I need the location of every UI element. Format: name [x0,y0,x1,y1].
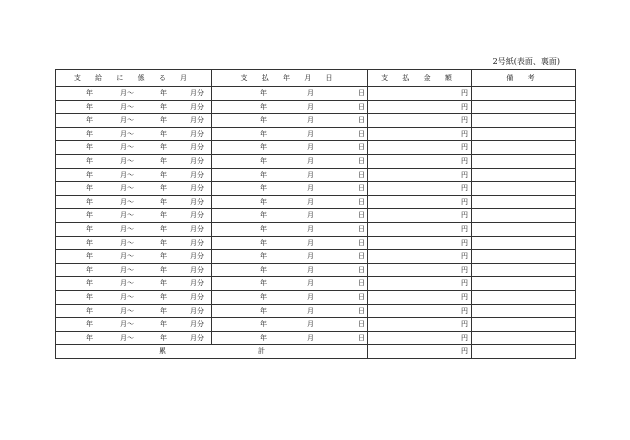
table-row [56,127,576,141]
period-month-from: 月〜 [120,102,134,111]
table-row [56,290,576,304]
date-day: 日 [358,102,365,111]
amount-cell[interactable] [368,290,472,304]
amount-yen-label: 円 [461,320,468,329]
period-year-to: 年 [160,211,167,220]
total-label-left: 累 [159,347,166,356]
header-remarks: 備 考 [472,70,576,87]
amount-yen-label: 円 [461,211,468,220]
date-day: 日 [358,89,365,97]
payment-date-cell[interactable] [212,182,368,196]
table-row [56,209,576,223]
amount-cell[interactable] [368,141,472,155]
amount-cell[interactable] [368,277,472,291]
period-cell[interactable] [56,141,212,155]
period-year-from: 年 [86,102,93,111]
date-month: 月 [307,306,314,315]
period-year-from: 年 [86,170,93,179]
remarks-cell[interactable] [472,250,576,264]
payment-date-cell[interactable] [212,114,368,128]
period-year-from: 年 [86,116,93,125]
remarks-cell[interactable] [472,87,576,101]
table-row [56,87,576,101]
period-year-to: 年 [160,279,167,288]
period-year-to: 年 [160,306,167,315]
period-month-from: 月〜 [120,129,134,138]
remarks-cell[interactable] [472,277,576,291]
date-month: 月 [307,279,314,288]
payment-date-cell[interactable] [212,304,368,318]
table-row [56,141,576,155]
amount-yen-label: 円 [461,129,468,138]
amount-cell[interactable] [368,195,472,209]
period-month-from: 月〜 [120,89,134,97]
period-year-from: 年 [86,143,93,152]
period-cell[interactable] [56,277,212,291]
amount-cell[interactable] [368,100,472,114]
period-month-from: 月〜 [120,238,134,247]
date-day: 日 [358,279,365,288]
remarks-cell[interactable] [472,141,576,155]
period-month-to: 月分 [190,156,204,165]
period-cell[interactable] [56,290,212,304]
period-year-from: 年 [86,129,93,138]
amount-cell[interactable] [368,127,472,141]
period-year-to: 年 [160,224,167,233]
total-amount-cell[interactable] [368,345,472,359]
period-year-to: 年 [160,320,167,329]
period-month-from: 月〜 [120,252,134,261]
period-year-from: 年 [86,197,93,206]
table-row [56,263,576,277]
payment-date-cell[interactable] [212,100,368,114]
table-row [56,222,576,236]
period-cell[interactable] [56,263,212,277]
amount-cell[interactable] [368,168,472,182]
period-month-from: 月〜 [120,211,134,220]
period-year-to: 年 [160,116,167,125]
period-month-to: 月分 [190,252,204,261]
date-day: 日 [358,333,365,342]
date-year: 年 [260,184,267,193]
remarks-cell[interactable] [472,263,576,277]
date-day: 日 [358,320,365,329]
period-month-to: 月分 [190,143,204,152]
date-month: 月 [307,129,314,138]
date-year: 年 [260,252,267,261]
date-day: 日 [358,252,365,261]
amount-yen-label: 円 [461,116,468,125]
header-amount: 支 払 金 額 [368,70,472,87]
date-year: 年 [260,129,267,138]
date-month: 月 [307,89,314,97]
remarks-cell[interactable] [472,182,576,196]
amount-yen-label: 円 [461,279,468,288]
period-month-from: 月〜 [120,320,134,329]
table-row [56,236,576,250]
remarks-cell[interactable] [472,195,576,209]
remarks-cell[interactable] [472,100,576,114]
amount-yen-label: 円 [461,238,468,247]
period-year-to: 年 [160,252,167,261]
payment-date-cell[interactable] [212,318,368,332]
amount-yen-label: 円 [461,102,468,111]
period-cell[interactable] [56,318,212,332]
period-cell[interactable] [56,127,212,141]
table-row [56,182,576,196]
payment-date-cell[interactable] [212,209,368,223]
amount-yen-label: 円 [461,224,468,233]
period-cell[interactable] [56,168,212,182]
period-month-from: 月〜 [120,333,134,342]
amount-yen-label: 円 [461,197,468,206]
payment-date-cell[interactable] [212,263,368,277]
amount-yen-label: 円 [461,265,468,274]
date-year: 年 [260,102,267,111]
period-year-from: 年 [86,184,93,193]
date-year: 年 [260,306,267,315]
payment-date-cell[interactable] [212,236,368,250]
period-year-to: 年 [160,184,167,193]
date-day: 日 [358,184,365,193]
date-year: 年 [260,156,267,165]
payment-date-cell[interactable] [212,277,368,291]
period-year-from: 年 [86,306,93,315]
payment-date-cell[interactable] [212,87,368,101]
period-month-from: 月〜 [120,279,134,288]
period-cell[interactable] [56,87,212,101]
period-year-to: 年 [160,129,167,138]
form-caption: 2号紙(表面、裏面) [492,57,560,66]
period-year-from: 年 [86,292,93,301]
table-row [56,168,576,182]
date-year: 年 [260,89,267,97]
amount-yen-label: 円 [461,184,468,193]
date-day: 日 [358,238,365,247]
period-month-from: 月〜 [120,184,134,193]
period-year-to: 年 [160,89,167,97]
period-year-from: 年 [86,320,93,329]
payment-date-cell[interactable] [212,168,368,182]
remarks-cell[interactable] [472,168,576,182]
header-period: 支 給 に 係 る 月 [56,70,212,87]
date-year: 年 [260,197,267,206]
payment-date-cell[interactable] [212,154,368,168]
period-month-to: 月分 [190,320,204,329]
date-month: 月 [307,184,314,193]
period-month-to: 月分 [190,306,204,315]
period-month-from: 月〜 [120,170,134,179]
date-year: 年 [260,292,267,301]
date-month: 月 [307,102,314,111]
period-month-to: 月分 [190,102,204,111]
date-year: 年 [260,238,267,247]
amount-cell[interactable] [368,318,472,332]
amount-yen-label: 円 [461,143,468,152]
amount-cell[interactable] [368,154,472,168]
amount-cell[interactable] [368,114,472,128]
payment-date-cell[interactable] [212,127,368,141]
remarks-cell[interactable] [472,114,576,128]
period-year-from: 年 [86,252,93,261]
date-year: 年 [260,116,267,125]
remarks-cell[interactable] [472,236,576,250]
period-year-from: 年 [86,238,93,247]
amount-yen-label: 円 [461,306,468,315]
amount-cell[interactable] [368,331,472,345]
date-year: 年 [260,265,267,274]
amount-cell[interactable] [368,263,472,277]
table-header-row [56,70,576,87]
date-month: 月 [307,292,314,301]
total-yen-label: 円 [461,347,468,356]
date-month: 月 [307,320,314,329]
period-cell[interactable] [56,236,212,250]
date-day: 日 [358,292,365,301]
payment-date-cell[interactable] [212,290,368,304]
period-cell[interactable] [56,195,212,209]
remarks-cell[interactable] [472,154,576,168]
period-cell[interactable] [56,100,212,114]
date-month: 月 [307,197,314,206]
period-cell[interactable] [56,304,212,318]
date-year: 年 [260,333,267,342]
period-year-to: 年 [160,156,167,165]
remarks-cell[interactable] [472,331,576,345]
period-month-from: 月〜 [120,224,134,233]
period-month-from: 月〜 [120,265,134,274]
date-day: 日 [358,143,365,152]
remarks-cell[interactable] [472,209,576,223]
remarks-cell[interactable] [472,318,576,332]
date-month: 月 [307,238,314,247]
remarks-cell[interactable] [472,290,576,304]
date-month: 月 [307,116,314,125]
date-day: 日 [358,265,365,274]
table-row [56,154,576,168]
payment-date-cell[interactable] [212,250,368,264]
payment-record-table [55,69,576,359]
period-month-from: 月〜 [120,143,134,152]
table-row [56,114,576,128]
remarks-cell[interactable] [472,222,576,236]
date-year: 年 [260,143,267,152]
period-month-to: 月分 [190,129,204,138]
payment-date-cell[interactable] [212,195,368,209]
date-year: 年 [260,224,267,233]
table-row [56,277,576,291]
period-year-from: 年 [86,265,93,274]
date-month: 月 [307,333,314,342]
period-month-from: 月〜 [120,197,134,206]
header-payment-date: 支 払 年 月 日 [212,70,368,87]
period-cell[interactable] [56,331,212,345]
date-year: 年 [260,170,267,179]
period-year-from: 年 [86,279,93,288]
period-month-to: 月分 [190,184,204,193]
table-row [56,331,576,345]
payment-date-cell[interactable] [212,331,368,345]
payment-date-cell[interactable] [212,141,368,155]
amount-yen-label: 円 [461,333,468,342]
remarks-cell[interactable] [472,127,576,141]
table-row [56,100,576,114]
date-month: 月 [307,211,314,220]
amount-cell[interactable] [368,222,472,236]
period-year-to: 年 [160,197,167,206]
period-month-to: 月分 [190,279,204,288]
date-year: 年 [260,320,267,329]
total-label-cell [56,345,368,359]
period-month-to: 月分 [190,197,204,206]
period-year-to: 年 [160,102,167,111]
date-month: 月 [307,170,314,179]
period-cell[interactable] [56,154,212,168]
period-cell[interactable] [56,114,212,128]
table-row [56,250,576,264]
amount-cell[interactable] [368,250,472,264]
amount-cell[interactable] [368,87,472,101]
period-cell[interactable] [56,209,212,223]
period-month-to: 月分 [190,265,204,274]
amount-cell[interactable] [368,236,472,250]
date-year: 年 [260,279,267,288]
amount-yen-label: 円 [461,252,468,261]
period-month-to: 月分 [190,292,204,301]
period-month-to: 月分 [190,224,204,233]
date-day: 日 [358,156,365,165]
period-month-to: 月分 [190,333,204,342]
amount-yen-label: 円 [461,170,468,179]
date-month: 月 [307,252,314,261]
period-cell[interactable] [56,182,212,196]
amount-cell[interactable] [368,209,472,223]
period-month-to: 月分 [190,116,204,125]
remarks-cell[interactable] [472,304,576,318]
period-year-to: 年 [160,143,167,152]
total-remarks-cell[interactable] [472,345,576,359]
amount-yen-label: 円 [461,89,468,97]
table-row [56,195,576,209]
period-year-to: 年 [160,238,167,247]
date-month: 月 [307,265,314,274]
date-year: 年 [260,211,267,220]
amount-cell[interactable] [368,304,472,318]
period-month-to: 月分 [190,170,204,179]
date-day: 日 [358,306,365,315]
total-row [56,345,576,359]
period-cell[interactable] [56,250,212,264]
date-day: 日 [358,129,365,138]
date-month: 月 [307,224,314,233]
date-month: 月 [307,156,314,165]
period-year-from: 年 [86,89,93,97]
date-day: 日 [358,170,365,179]
table-row [56,304,576,318]
period-year-to: 年 [160,265,167,274]
period-year-to: 年 [160,170,167,179]
period-month-from: 月〜 [120,306,134,315]
amount-cell[interactable] [368,182,472,196]
payment-date-cell[interactable] [212,222,368,236]
table-row [56,318,576,332]
period-cell[interactable] [56,222,212,236]
period-year-from: 年 [86,224,93,233]
date-day: 日 [358,224,365,233]
period-year-to: 年 [160,292,167,301]
amount-yen-label: 円 [461,292,468,301]
period-year-from: 年 [86,211,93,220]
period-year-to: 年 [160,333,167,342]
date-month: 月 [307,143,314,152]
period-month-to: 月分 [190,211,204,220]
amount-yen-label: 円 [461,156,468,165]
period-month-from: 月〜 [120,116,134,125]
period-month-to: 月分 [190,89,204,97]
period-month-from: 月〜 [120,156,134,165]
date-day: 日 [358,197,365,206]
period-month-from: 月〜 [120,292,134,301]
total-label-right: 計 [258,347,265,356]
period-year-from: 年 [86,333,93,342]
date-day: 日 [358,211,365,220]
date-day: 日 [358,116,365,125]
period-year-from: 年 [86,156,93,165]
period-month-to: 月分 [190,238,204,247]
